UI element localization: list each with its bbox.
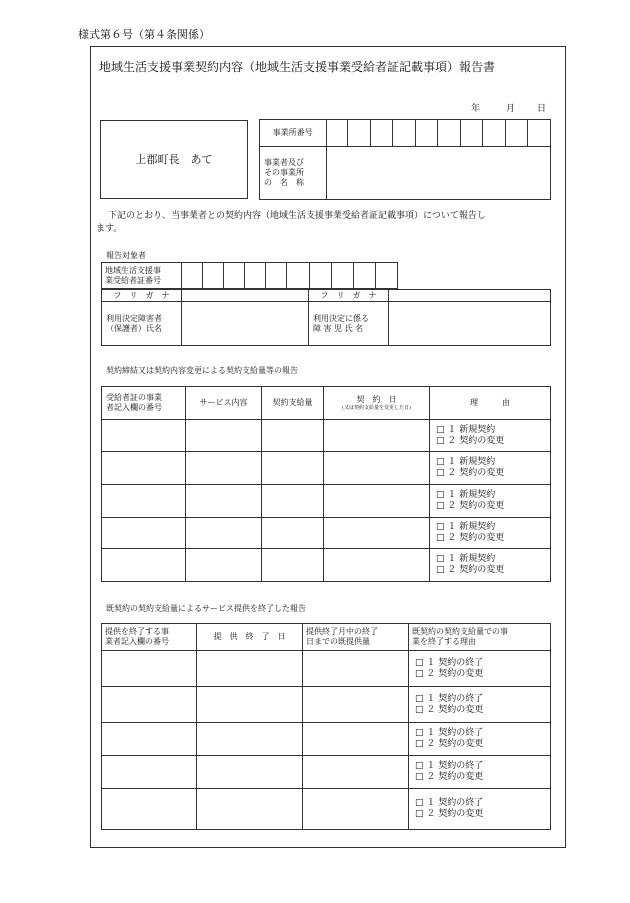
- child-name-label: 利用決定に係る 障 害 児 氏 名: [309, 302, 389, 346]
- contract-header-amount: 契約支給量: [262, 387, 324, 420]
- contract-header-number: 受給者証の事業 者記入欄の番号: [102, 387, 186, 420]
- recipient-box: [100, 120, 248, 199]
- contract-number-cell[interactable]: [102, 452, 186, 485]
- office-number-digit[interactable]: [438, 120, 461, 147]
- table-row: [102, 723, 551, 756]
- termination-end-date-cell[interactable]: [197, 687, 303, 723]
- office-number-digit[interactable]: [460, 120, 483, 147]
- office-table: [259, 119, 551, 200]
- table-row: [102, 651, 551, 687]
- table-row: [102, 420, 551, 452]
- cert-number-digit[interactable]: [376, 263, 398, 289]
- cert-number-digit[interactable]: [310, 263, 332, 289]
- cert-number-digit[interactable]: [287, 263, 310, 289]
- furigana-guardian-field[interactable]: [182, 290, 309, 302]
- form-number: 様式第６号（第４条関係）: [78, 28, 210, 41]
- contract-reason-cell[interactable]: [430, 549, 551, 582]
- checkbox-contract-change[interactable]: □ ２ 契約の変更: [436, 468, 505, 478]
- contract-amount-cell[interactable]: [262, 452, 324, 485]
- termination-header-number: 提供を終了する事 業者記入欄の番号: [102, 624, 197, 651]
- contract-reason-cell[interactable]: [430, 452, 551, 485]
- child-name-field[interactable]: [389, 302, 551, 346]
- checkbox-contract-change[interactable]: □ ２ 契約の変更: [436, 565, 505, 575]
- table-row: [102, 485, 551, 518]
- checkbox-new-contract[interactable]: □ １ 新規契約: [436, 457, 496, 467]
- termination-amount-cell[interactable]: [303, 723, 409, 756]
- cert-number-label: 地域生活支援事 業受給者証番号: [102, 263, 182, 289]
- office-number-digit[interactable]: [505, 120, 528, 147]
- furigana-child-field[interactable]: [389, 290, 551, 302]
- checkbox-new-contract[interactable]: □ １ 新規契約: [436, 554, 496, 564]
- cert-number-digit[interactable]: [266, 263, 287, 289]
- contract-date-cell[interactable]: [324, 485, 430, 518]
- contract-service-cell[interactable]: [186, 452, 262, 485]
- office-number-digit[interactable]: [370, 120, 393, 147]
- cert-number-digit[interactable]: [354, 263, 376, 289]
- intro-line-1: 下記のとおり、当事業者との契約内容（地域生活支援事業受給者証記載事項）について報告し: [108, 211, 486, 221]
- contract-number-cell[interactable]: [102, 518, 186, 549]
- contract-service-cell[interactable]: [186, 518, 262, 549]
- termination-end-date-cell[interactable]: [197, 651, 303, 687]
- office-number-digit[interactable]: [393, 120, 416, 147]
- termination-number-cell[interactable]: [102, 756, 197, 789]
- checkbox-contract-change[interactable]: □ ２ 契約の変更: [436, 435, 505, 446]
- cert-number-digit[interactable]: [245, 263, 266, 289]
- termination-amount-cell[interactable]: [303, 756, 409, 789]
- contract-header-date: 契 約 日 (又は契約支給量を変更した日): [324, 387, 430, 420]
- termination-reason-cell[interactable]: [409, 756, 551, 789]
- guardian-name-label: 利用決定障害者 （保護者）氏名: [102, 302, 182, 346]
- contract-date-cell[interactable]: [324, 549, 430, 582]
- termination-header-reason: 既契約の契約支給量での事 業を終了する理由: [409, 624, 551, 651]
- office-name-label: 事業者及び その事業所 の 名 称: [260, 147, 327, 200]
- checkbox-contract-end[interactable]: □ １ 契約の終了: [415, 657, 484, 668]
- checkbox-new-contract[interactable]: □ １ 新規契約: [436, 424, 496, 435]
- contract-service-cell[interactable]: [186, 485, 262, 518]
- checkbox-contract-change[interactable]: □ ２ 契約の変更: [436, 533, 505, 543]
- termination-reason-cell[interactable]: [409, 789, 551, 830]
- target-name-table: [101, 289, 551, 346]
- termination-reason-cell[interactable]: [409, 651, 551, 687]
- contract-date-cell[interactable]: [324, 420, 430, 452]
- table-row: [102, 452, 551, 485]
- termination-number-cell[interactable]: [102, 723, 197, 756]
- table-row: [102, 756, 551, 789]
- termination-number-cell[interactable]: [102, 651, 197, 687]
- termination-amount-cell[interactable]: [303, 687, 409, 723]
- checkbox-contract-change[interactable]: □ ２ 契約の変更: [415, 772, 484, 782]
- contract-number-cell[interactable]: [102, 485, 186, 518]
- date-month-label: 月: [506, 104, 516, 114]
- recipient-label: 上郡町長 あて: [135, 153, 213, 166]
- termination-end-date-cell[interactable]: [197, 789, 303, 830]
- termination-number-cell[interactable]: [102, 789, 197, 830]
- contract-amount-cell[interactable]: [262, 420, 324, 452]
- contract-service-cell[interactable]: [186, 420, 262, 452]
- contract-date-cell[interactable]: [324, 452, 430, 485]
- contract-number-cell[interactable]: [102, 420, 186, 452]
- date-year-label: 年: [471, 104, 481, 114]
- contract-header-service: サービス内容: [186, 387, 262, 420]
- contract-amount-cell[interactable]: [262, 549, 324, 582]
- termination-section-label: 既契約の契約支給量によるサービス提供を終了した報告: [106, 604, 306, 613]
- checkbox-contract-end[interactable]: □ １ 契約の終了: [415, 693, 484, 704]
- office-number-digit[interactable]: [348, 120, 371, 147]
- guardian-name-field[interactable]: [182, 302, 309, 346]
- termination-table: [101, 623, 551, 830]
- cert-number-table: [101, 262, 398, 289]
- form-title: 地域生活支援事業契約内容（地域生活支援事業受給者証記載事項）報告書: [99, 60, 496, 74]
- termination-reason-cell[interactable]: [409, 723, 551, 756]
- date-day-label: 日: [537, 104, 547, 114]
- checkbox-new-contract[interactable]: □ １ 新規契約: [436, 522, 496, 532]
- termination-end-date-cell[interactable]: [197, 723, 303, 756]
- termination-header-provided-amount: 提供終了月中の終了 日までの既提供量: [303, 624, 409, 651]
- checkbox-contract-end[interactable]: □ １ 契約の終了: [415, 728, 484, 738]
- table-row: [102, 518, 551, 549]
- cert-number-digit[interactable]: [203, 263, 224, 289]
- office-name-field[interactable]: [326, 147, 550, 200]
- contract-reason-cell[interactable]: [430, 485, 551, 518]
- checkbox-contract-end[interactable]: □ １ 契約の終了: [415, 798, 484, 808]
- table-row: [102, 789, 551, 830]
- checkbox-contract-change[interactable]: □ ２ 契約の変更: [436, 501, 505, 511]
- checkbox-contract-change[interactable]: □ ２ 契約の変更: [415, 668, 484, 679]
- termination-reason-cell[interactable]: [409, 687, 551, 723]
- contract-header-reason: 理 由: [430, 387, 551, 420]
- contract-table: [101, 386, 551, 582]
- contract-service-cell[interactable]: [186, 549, 262, 582]
- table-row: [102, 687, 551, 723]
- termination-amount-cell[interactable]: [303, 651, 409, 687]
- termination-number-cell[interactable]: [102, 687, 197, 723]
- termination-end-date-cell[interactable]: [197, 756, 303, 789]
- table-row: [102, 549, 551, 582]
- office-number-digit[interactable]: [483, 120, 506, 147]
- cert-number-digit[interactable]: [224, 263, 245, 289]
- termination-amount-cell[interactable]: [303, 789, 409, 830]
- contract-section-label: 契約締結又は契約内容変更による契約支給量等の報告: [106, 366, 298, 375]
- contract-amount-cell[interactable]: [262, 485, 324, 518]
- office-number-digit[interactable]: [528, 120, 551, 147]
- furigana-child-label: フ リ ガ ナ: [309, 290, 389, 302]
- office-number-digit[interactable]: [415, 120, 438, 147]
- checkbox-new-contract[interactable]: □ １ 新規契約: [436, 490, 496, 500]
- intro-line-2: ます。: [96, 224, 123, 234]
- contract-number-cell[interactable]: [102, 549, 186, 582]
- checkbox-contract-change[interactable]: □ ２ 契約の変更: [415, 704, 484, 715]
- contract-date-cell[interactable]: [324, 518, 430, 549]
- office-number-label: 事業所番号: [260, 120, 327, 147]
- contract-amount-cell[interactable]: [262, 518, 324, 549]
- checkbox-contract-change[interactable]: □ ２ 契約の変更: [415, 739, 484, 749]
- target-section-label: 報告対象者: [106, 251, 146, 260]
- cert-number-digit[interactable]: [182, 263, 203, 289]
- checkbox-contract-change[interactable]: □ ２ 契約の変更: [415, 809, 484, 819]
- termination-header-end-date: 提 供 終 了 日: [197, 624, 303, 651]
- contract-reason-cell[interactable]: [430, 420, 551, 452]
- checkbox-contract-end[interactable]: □ １ 契約の終了: [415, 761, 484, 771]
- contract-reason-cell[interactable]: [430, 518, 551, 549]
- office-number-digit[interactable]: [326, 120, 347, 147]
- cert-number-digit[interactable]: [332, 263, 354, 289]
- furigana-guardian-label: フ リ ガ ナ: [102, 290, 182, 302]
